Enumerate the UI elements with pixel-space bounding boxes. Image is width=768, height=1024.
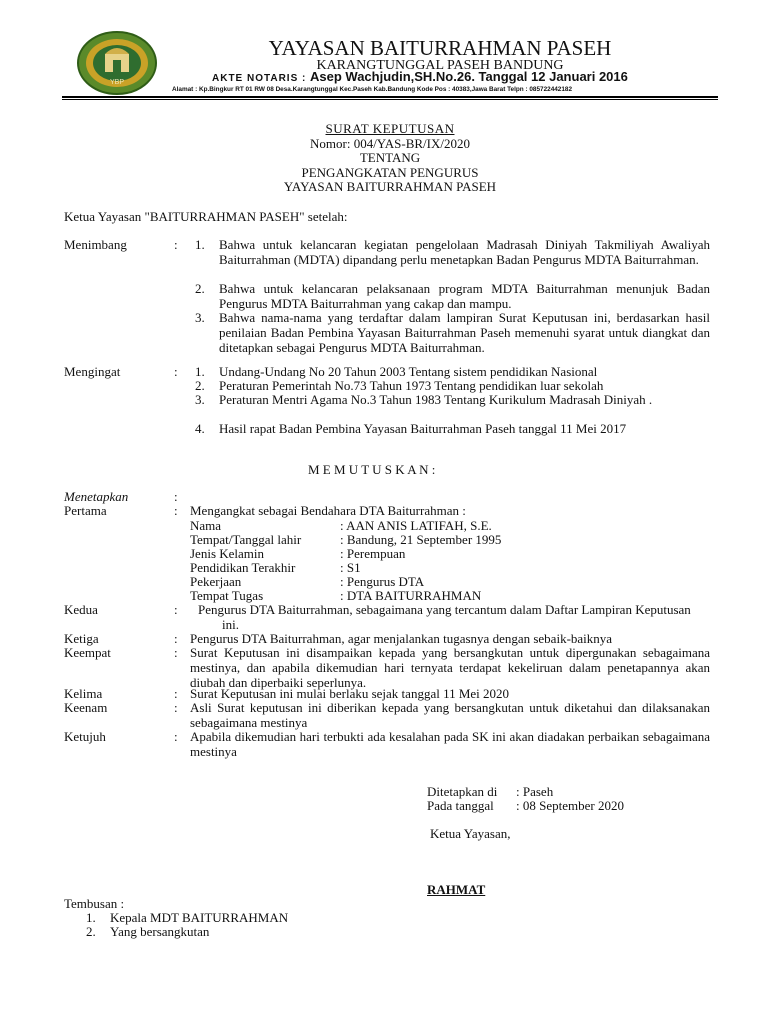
doc-about: TENTANG: [359, 150, 421, 165]
field-key: Tempat/Tanggal lahir: [190, 532, 302, 547]
field-key: Nama: [190, 518, 222, 533]
mengingat-number: 1.: [195, 364, 205, 379]
mengingat-item: Hasil rapat Badan Pembina Yayasan Baiturrahman Paseh tanggal 11 Mei 2017: [219, 421, 627, 436]
tembusan-number: 1.: [86, 910, 96, 925]
menetapkan-colon: :: [174, 489, 178, 504]
doc-subject-1: PENGANGKATAN PENGURUS: [301, 165, 479, 180]
field-key: Jenis Kelamin: [190, 546, 265, 561]
keempat-label: Keempat: [64, 645, 111, 660]
menimbang-number: 1.: [195, 237, 205, 252]
keenam-text: Asli Surat keputusan ini diberikan kepada yang bersangkutan untuk diketahui dan dilaksanakan sebagaimana mestinya: [190, 700, 710, 730]
foundation-logo-icon: [76, 30, 158, 96]
kedua-text: [198, 602, 710, 632]
field-value: : AAN ANIS LATIFAH, S.E.: [340, 518, 492, 533]
signature-place-label: Ditetapkan di: [427, 784, 498, 799]
mengingat-colon: :: [174, 364, 178, 379]
akte-prefix: AKTE NOTARIS :: [212, 73, 307, 84]
field-value: : S1: [340, 560, 361, 575]
akte-detail: Asep Wachjudin,SH.No.26. Tanggal 12 Januari 2016: [310, 69, 628, 84]
mengingat-label: Mengingat: [64, 364, 121, 379]
svg-text:YBP: YBP: [109, 79, 125, 86]
menimbang-item: Bahwa untuk kelancaran kegiatan pengelolaan Madrasah Diniyah Takmiliyah Awaliyah Baiturrahman (MDTA) dipandang perlu menetapkan Badan Pengurus MDTA Baiturrahman.: [219, 237, 710, 267]
tembusan-number: 2.: [86, 924, 96, 939]
org-place: KARANGTUNGGAL PASEH BANDUNG: [316, 58, 564, 73]
signature-place-value: : Paseh: [516, 784, 554, 799]
field-value: : Pengurus DTA: [340, 574, 425, 589]
akte-line: [212, 69, 628, 84]
pertama-label: Pertama: [64, 503, 107, 518]
pertama-colon: :: [174, 503, 178, 518]
kedua-label: Kedua: [64, 602, 98, 617]
intro-text: Ketua Yayasan "BAITURRAHMAN PASEH" setelah:: [64, 209, 348, 224]
ketiga-colon: :: [174, 631, 178, 646]
doc-subject-2: YAYASAN BAITURRAHMAN PASEH: [283, 179, 497, 194]
kedua-text-content: Pengurus DTA Baiturrahman, sebagaimana yang tercantum dalam Daftar Lampiran Keputusan ini.: [198, 602, 691, 632]
tembusan-item: Kepala MDT BAITURRAHMAN: [110, 910, 289, 925]
menimbang-number: 2.: [195, 281, 205, 296]
kelima-text: Surat Keputusan ini mulai berlaku sejak tanggal 11 Mei 2020: [190, 686, 510, 701]
signature-role: Ketua Yayasan,: [430, 826, 511, 841]
mengingat-item: Undang-Undang No 20 Tahun 2003 Tentang sistem pendidikan Nasional: [219, 364, 598, 379]
ketiga-label: Ketiga: [64, 631, 99, 646]
menimbang-item: Bahwa untuk kelancaran pelaksanaan program MDTA Baiturrahman menunjuk Badan Pengurus MDTA Baiturrahman yang cakap dan mampu.: [219, 281, 710, 311]
pertama-text: Mengangkat sebagai Bendahara DTA Baiturrahman :: [190, 503, 466, 518]
field-value: : Bandung, 21 September 1995: [340, 532, 502, 547]
ketujuh-text: Apabila dikemudian hari terbukti ada kesalahan pada SK ini akan diadakan perbaikan sebagaimana mestinya: [190, 729, 710, 759]
menimbang-number: 3.: [195, 310, 205, 325]
field-value: : Perempuan: [340, 546, 406, 561]
signature-name: RAHMAT: [427, 882, 486, 897]
field-key: Tempat Tugas: [190, 588, 264, 603]
org-address: Alamat : Kp.Bingkur RT 01 RW 08 Desa.Karangtunggal Kec.Paseh Kab.Bandung Kode Pos : 40383,Jawa Barat Telpn : 085722442182: [172, 86, 573, 93]
org-name: YAYASAN BAITURRAHMAN PASEH: [268, 36, 612, 60]
mengingat-number: 2.: [195, 378, 205, 393]
keempat-colon: :: [174, 645, 178, 660]
ketujuh-colon: :: [174, 729, 178, 744]
tembusan-label: Tembusan :: [64, 896, 125, 911]
header-divider-thin: [62, 99, 718, 100]
menimbang-label: Menimbang: [64, 237, 127, 252]
mengingat-number: 4.: [195, 421, 205, 436]
doc-number: Nomor: 004/YAS-BR/IX/2020: [310, 136, 470, 151]
signature-date-value: : 08 September 2020: [516, 798, 624, 813]
menetapkan-label: Menetapkan: [64, 489, 129, 504]
kelima-label: Kelima: [64, 686, 103, 701]
signature-date-label: Pada tanggal: [427, 798, 494, 813]
field-value: : DTA BAITURRAHMAN: [340, 588, 482, 603]
doc-type: SURAT KEPUTUSAN: [325, 121, 455, 136]
menimbang-item: Bahwa nama-nama yang terdaftar dalam lampiran Surat Keputusan ini, berdasarkan hasil penilaian Badan Pembina Yayasan Baiturrahman Paseh memenuhi syarat untuk diangkat dan ditetapkan sebagai Pengurus MDTA Baiturrahman.: [219, 310, 710, 355]
tembusan-item: Yang bersangkutan: [110, 924, 210, 939]
mengingat-item: Peraturan Mentri Agama No.3 Tahun 1983 Tentang Kurikulum Madrasah Diniyah .: [219, 392, 653, 407]
header-divider: [62, 96, 718, 98]
keempat-text: Surat Keputusan ini disampaikan kepada yang bersangkutan untuk dipergunakan sebagaimana mestinya, dan apabila dikemudian hari ternyata terdapat kekeliruan dalam penetapannya akan diubah dan diperbaiki seperlunya.: [190, 645, 710, 690]
field-key: Pendidikan Terakhir: [190, 560, 296, 575]
keenam-label: Keenam: [64, 700, 108, 715]
ketujuh-label: Ketujuh: [64, 729, 106, 744]
memutuskan-heading: M E M U T U S K A N :: [308, 462, 436, 477]
mengingat-item: Peraturan Pemerintah No.73 Tahun 1973 Tentang pendidikan luar sekolah: [219, 378, 604, 393]
kelima-colon: :: [174, 686, 178, 701]
menimbang-colon: :: [174, 237, 178, 252]
keenam-colon: :: [174, 700, 178, 715]
ketiga-text: Pengurus DTA Baiturrahman, agar menjalankan tugasnya dengan sebaik-baiknya: [190, 631, 613, 646]
mengingat-number: 3.: [195, 392, 205, 407]
kedua-colon: :: [174, 602, 178, 617]
field-key: Pekerjaan: [190, 574, 242, 589]
